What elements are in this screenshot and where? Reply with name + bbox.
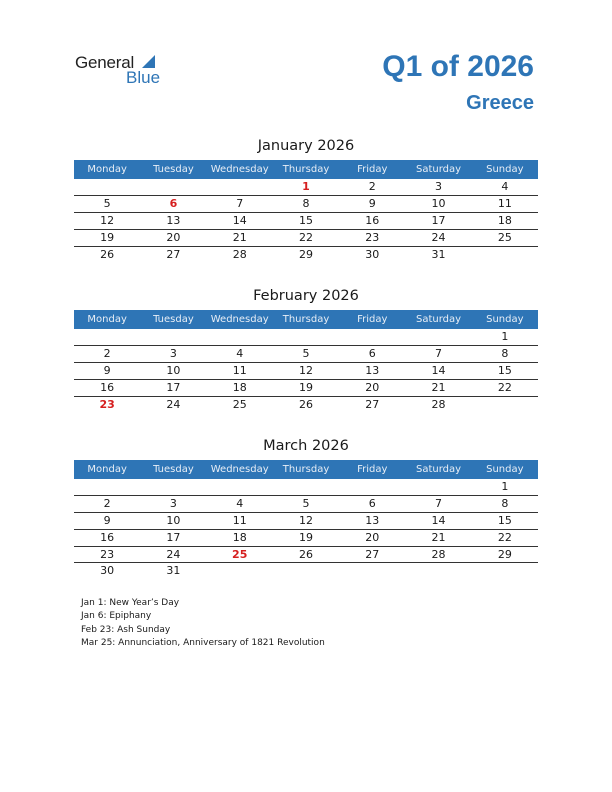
day-cell: 16	[365, 213, 380, 227]
day-cell: 10	[166, 363, 181, 377]
weekday-label: Friday	[357, 164, 388, 175]
day-cell: 25	[497, 230, 512, 244]
week-row	[74, 547, 538, 564]
day-cell: 1	[302, 180, 310, 193]
day-cell: 18	[232, 380, 247, 394]
day-cell: 25	[232, 397, 247, 411]
day-cell: 19	[298, 530, 313, 544]
day-cell: 8	[501, 496, 509, 510]
day-cell: 12	[298, 513, 313, 527]
month-title: January 2026	[257, 138, 355, 154]
day-cell: 13	[365, 513, 380, 527]
weekday-header	[74, 160, 538, 179]
weekday-label: Monday	[87, 314, 127, 325]
weekday-label: Sunday	[486, 314, 524, 325]
week-row	[74, 196, 538, 213]
weekday-label: Tuesday	[153, 464, 194, 475]
weekday-label: Saturday	[416, 164, 462, 175]
weekday-label: Monday	[87, 164, 127, 175]
day-cell: 5	[103, 196, 111, 210]
day-cell	[472, 247, 538, 264]
day-cell: 17	[166, 530, 181, 544]
day-cell: 4	[236, 496, 244, 510]
day-cell: 5	[302, 496, 310, 510]
day-cell: 5	[302, 346, 310, 360]
week-row	[74, 247, 538, 264]
day-cell: 11	[232, 363, 247, 377]
week-row	[74, 563, 538, 580]
day-cell	[207, 479, 273, 495]
day-cell	[472, 563, 538, 580]
day-cell: 27	[365, 397, 380, 411]
month-february	[74, 286, 538, 413]
day-cell	[74, 179, 140, 195]
day-cell	[74, 329, 140, 345]
day-cell: 3	[435, 180, 443, 193]
week-row	[74, 346, 538, 363]
week-row	[74, 329, 538, 346]
week-row	[74, 496, 538, 513]
day-cell: 27	[166, 247, 181, 261]
weekday-label: Tuesday	[153, 164, 194, 175]
weekday-label: Monday	[87, 464, 127, 475]
weekday-label: Wednesday	[210, 464, 269, 475]
weekday-label: Sunday	[486, 164, 524, 175]
day-cell	[405, 479, 471, 495]
week-row	[74, 380, 538, 397]
day-cell	[339, 563, 405, 580]
weekday-label: Saturday	[416, 314, 462, 325]
day-cell	[405, 563, 471, 580]
day-cell	[140, 479, 206, 495]
day-cell: 30	[365, 247, 380, 261]
day-cell: 7	[236, 196, 244, 210]
day-cell: 7	[435, 346, 443, 360]
day-cell: 16	[100, 530, 115, 544]
day-cell: 10	[166, 513, 181, 527]
day-cell: 6	[368, 346, 376, 360]
day-cell	[273, 563, 339, 580]
day-cell: 24	[166, 397, 181, 411]
day-cell: 19	[100, 230, 115, 244]
week-row	[74, 213, 538, 230]
day-cell: 26	[298, 397, 313, 411]
day-cell: 20	[166, 230, 181, 244]
day-cell: 25	[232, 547, 248, 561]
day-cell: 26	[298, 547, 313, 561]
day-cell	[339, 329, 405, 345]
day-cell: 9	[103, 363, 111, 377]
day-cell: 3	[169, 346, 177, 360]
day-cell: 3	[169, 496, 177, 510]
weekday-label: Saturday	[416, 464, 462, 475]
day-cell: 20	[365, 530, 380, 544]
day-cell	[405, 329, 471, 345]
day-cell: 29	[298, 247, 313, 261]
day-cell: 14	[431, 363, 446, 377]
brand-blue: Blue	[126, 68, 161, 87]
day-cell: 14	[431, 513, 446, 527]
day-cell	[207, 563, 273, 580]
holiday-note: Feb 23: Ash Sunday	[81, 624, 171, 635]
day-cell: 21	[232, 230, 247, 244]
weekday-label: Sunday	[486, 464, 524, 475]
holiday-note: Jan 1: New Year’s Day	[81, 598, 180, 608]
day-cell: 15	[298, 213, 313, 227]
day-cell: 18	[497, 213, 512, 227]
day-cell: 9	[103, 513, 111, 527]
day-cell: 4	[236, 346, 244, 360]
day-cell	[207, 329, 273, 345]
weekday-label: Wednesday	[210, 314, 269, 325]
day-cell	[273, 329, 339, 345]
day-cell: 17	[166, 380, 181, 394]
day-cell: 28	[431, 547, 446, 561]
weekday-header	[74, 310, 538, 329]
day-cell: 23	[365, 230, 380, 244]
day-cell: 15	[497, 363, 512, 377]
day-cell: 8	[501, 346, 509, 360]
holiday-note: Jan 6: Epiphany	[81, 611, 152, 622]
day-cell: 31	[431, 247, 446, 261]
day-cell	[207, 179, 273, 195]
day-cell: 24	[166, 547, 181, 561]
day-cell	[74, 479, 140, 495]
week-row	[74, 479, 538, 496]
page-title: Q1 of 2026	[382, 50, 534, 83]
day-cell: 6	[169, 196, 178, 210]
holiday-note: Mar 25: Annunciation, Anniversary of 1821 Revolution	[81, 638, 325, 649]
weekday-label: Tuesday	[153, 314, 194, 325]
weekday-label: Thursday	[282, 314, 330, 325]
country-name: Greece	[466, 92, 534, 114]
day-cell: 22	[298, 230, 313, 244]
day-cell: 26	[100, 247, 115, 261]
week-row	[74, 513, 538, 530]
day-cell: 14	[232, 213, 247, 227]
day-cell: 15	[497, 513, 512, 527]
month-march	[74, 436, 538, 580]
day-cell: 23	[100, 547, 115, 561]
day-cell: 12	[298, 363, 313, 377]
day-cell	[472, 397, 538, 414]
day-cell: 18	[232, 530, 247, 544]
flag-icon	[142, 55, 155, 68]
day-cell: 13	[166, 213, 181, 227]
day-cell: 12	[100, 213, 115, 227]
week-row	[74, 530, 538, 547]
month-january	[74, 136, 538, 263]
day-cell: 22	[497, 530, 512, 544]
day-cell	[140, 179, 206, 195]
day-cell: 27	[365, 547, 380, 561]
day-cell: 2	[368, 180, 376, 193]
day-cell: 10	[431, 196, 446, 210]
day-cell: 23	[99, 397, 115, 411]
week-row	[74, 363, 538, 380]
week-row	[74, 397, 538, 414]
day-cell: 11	[497, 196, 512, 210]
brand-logo	[75, 53, 175, 89]
day-cell: 9	[368, 196, 376, 210]
weekday-label: Friday	[357, 464, 388, 475]
day-cell: 17	[431, 213, 446, 227]
day-cell: 11	[232, 513, 247, 527]
holiday-notes	[81, 597, 325, 651]
day-cell: 1	[501, 480, 509, 493]
day-cell: 2	[103, 346, 111, 360]
day-cell	[140, 329, 206, 345]
day-cell: 8	[302, 196, 310, 210]
day-cell: 28	[232, 247, 247, 261]
day-cell: 19	[298, 380, 313, 394]
day-cell: 22	[497, 380, 512, 394]
week-row	[74, 230, 538, 247]
weekday-label: Thursday	[282, 464, 330, 475]
day-cell: 13	[365, 363, 380, 377]
day-cell	[273, 479, 339, 495]
day-cell: 30	[100, 564, 115, 578]
month-title: February 2026	[253, 288, 359, 304]
weekday-label: Wednesday	[210, 164, 269, 175]
day-cell: 20	[365, 380, 380, 394]
day-cell: 21	[431, 530, 446, 544]
week-row	[74, 179, 538, 196]
day-cell: 6	[368, 496, 376, 510]
day-cell: 2	[103, 496, 111, 510]
day-cell: 24	[431, 230, 446, 244]
weekday-label: Friday	[357, 314, 388, 325]
day-cell	[339, 479, 405, 495]
day-cell: 28	[431, 397, 446, 411]
day-cell: 4	[501, 180, 509, 193]
day-cell: 1	[501, 330, 509, 343]
month-title: March 2026	[263, 438, 349, 454]
brand-general: General	[75, 53, 135, 72]
day-cell: 31	[166, 564, 181, 578]
weekday-label: Thursday	[282, 164, 330, 175]
day-cell: 21	[431, 380, 446, 394]
day-cell: 16	[100, 380, 115, 394]
day-cell: 7	[435, 496, 443, 510]
day-cell: 29	[497, 547, 512, 561]
weekday-header	[74, 460, 538, 479]
